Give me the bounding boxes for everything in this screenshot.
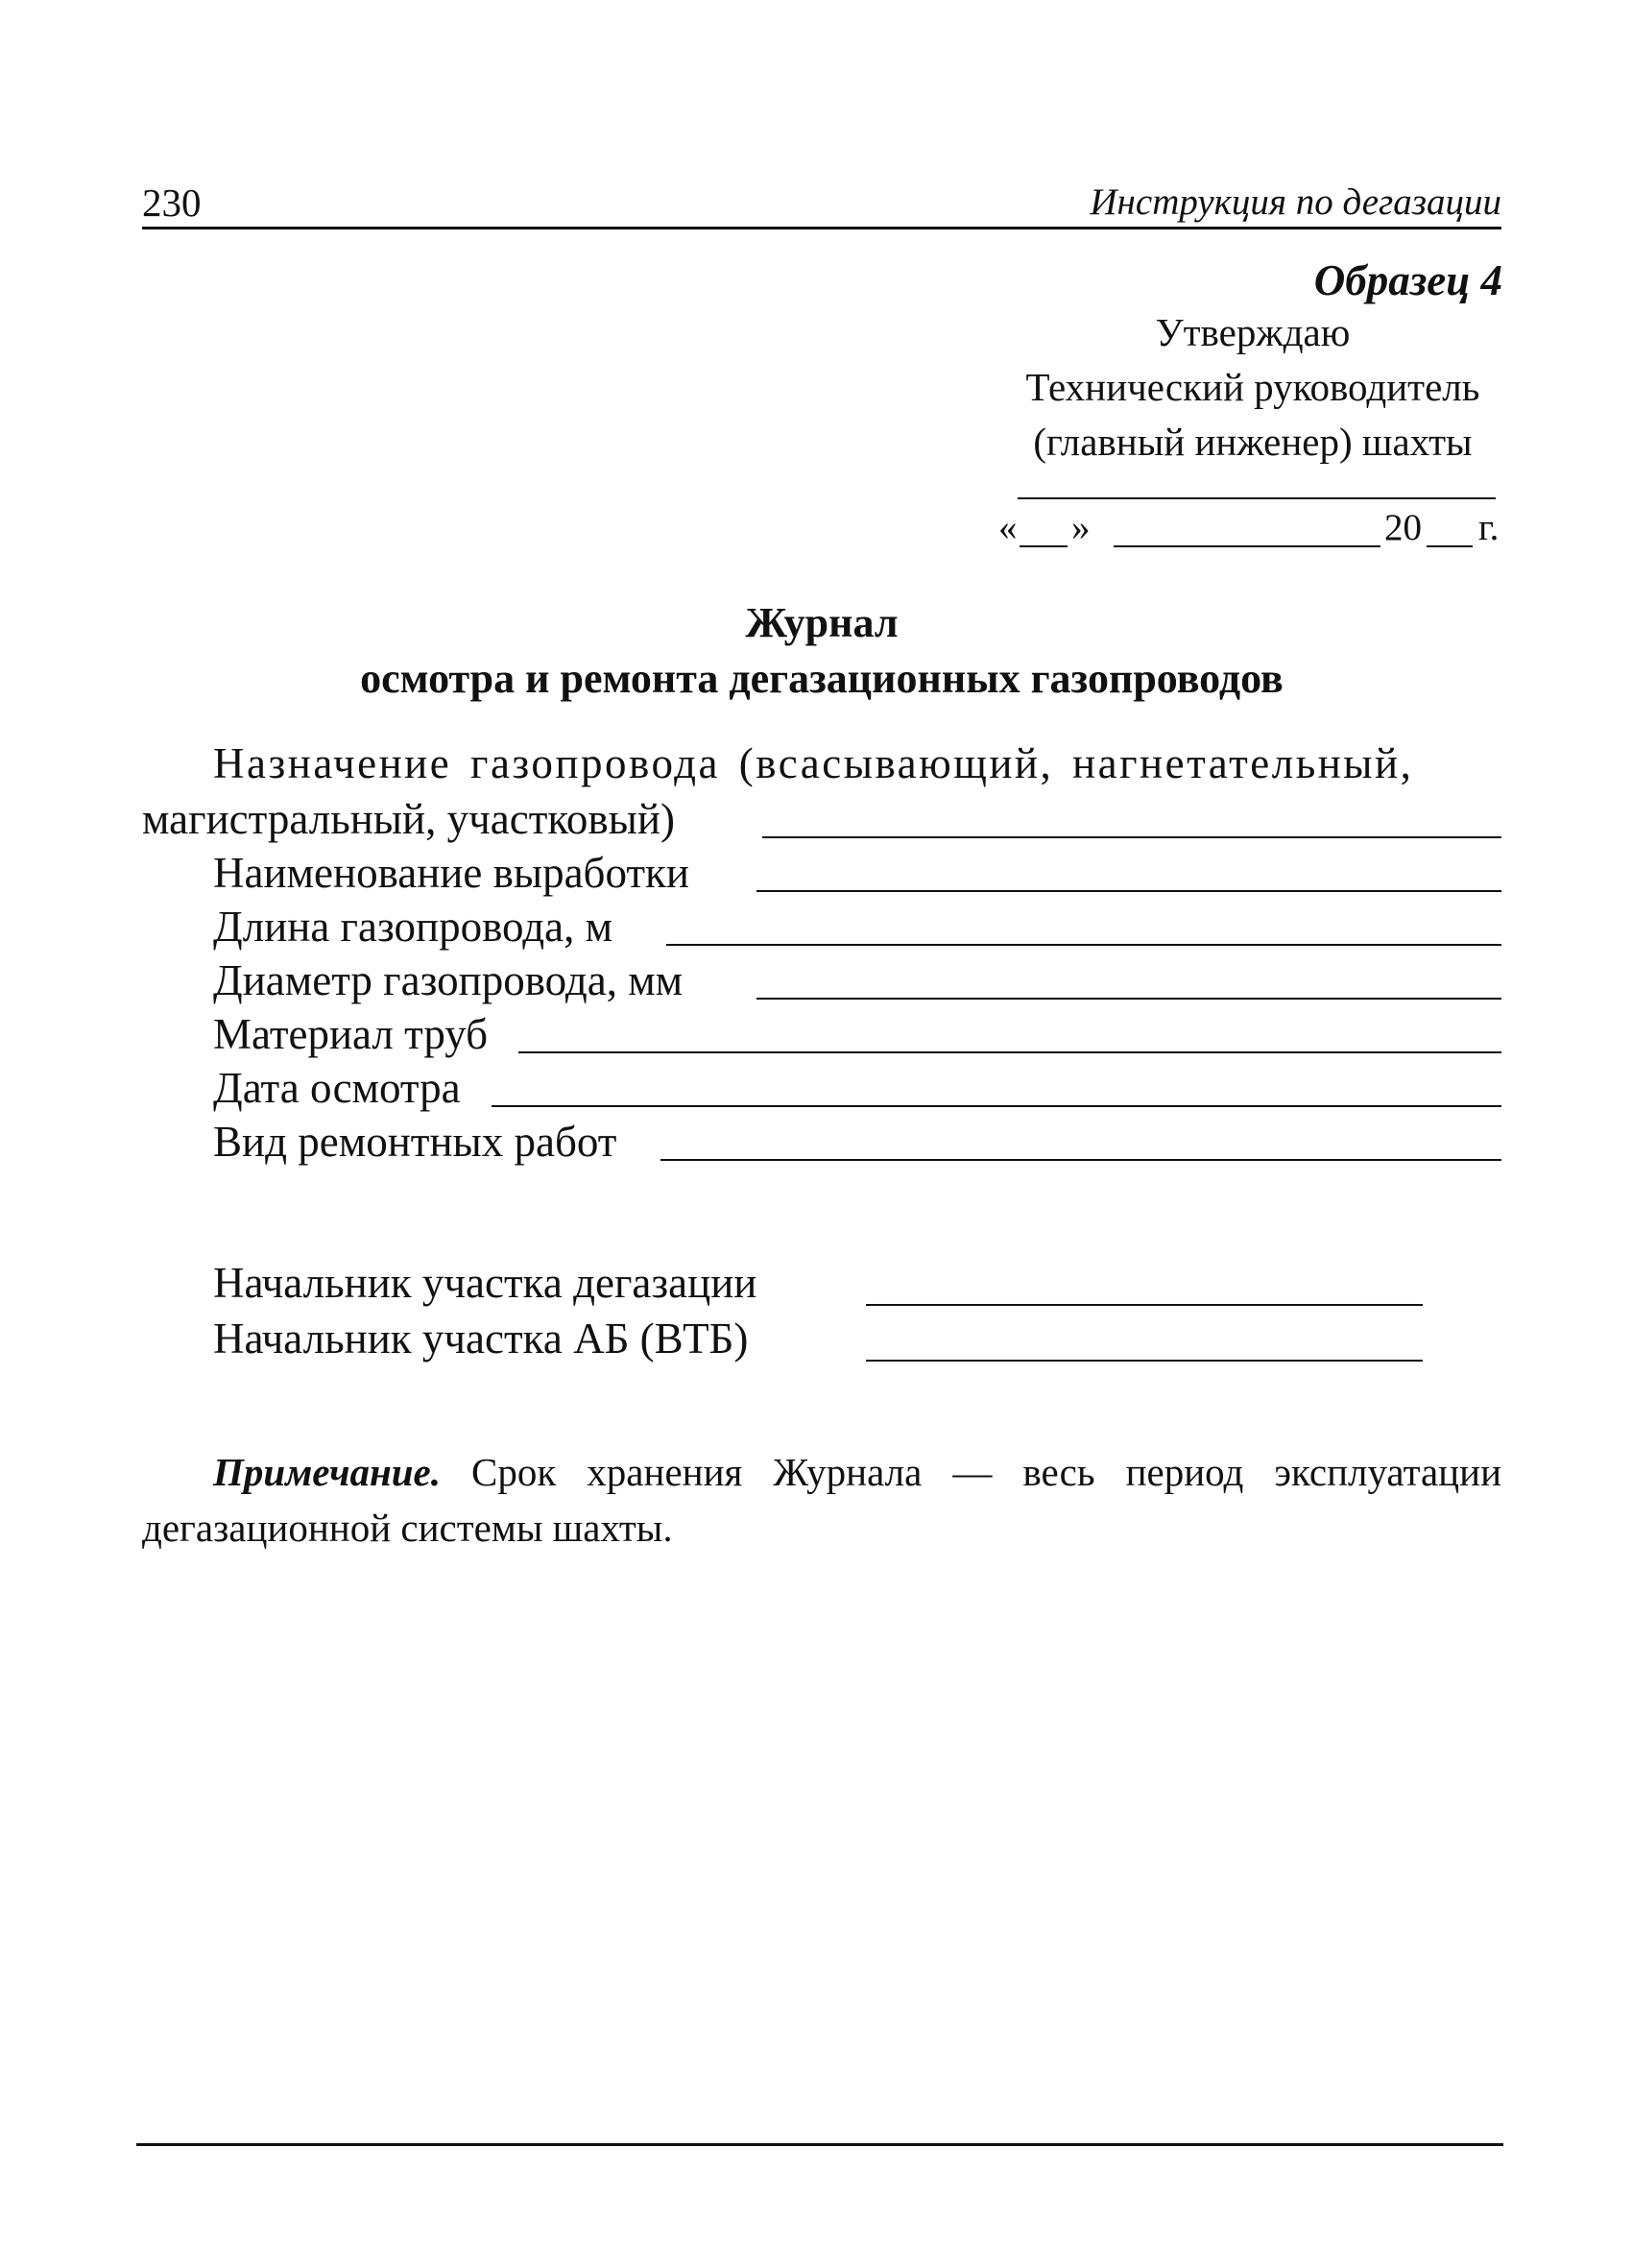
- signature-ab-chief: [213, 1310, 748, 1367]
- page-number: 230: [142, 181, 202, 225]
- bottom-rule: [136, 2143, 1503, 2146]
- field-repair-type: [142, 1114, 1501, 1170]
- field-blank-purpose[interactable]: [762, 836, 1501, 838]
- field-label: Диаметр газопровода, мм: [213, 956, 684, 1004]
- field-label: Длина газопровода, м: [213, 903, 613, 951]
- field-label: Дата осмотра: [213, 1064, 461, 1112]
- note-label: Примечание.: [213, 1450, 441, 1494]
- approval-date: [998, 499, 1517, 557]
- field-blank-material[interactable]: [518, 1051, 1501, 1053]
- signature-line-degassing-chief[interactable]: [866, 1304, 1423, 1306]
- field-blank-repair-type[interactable]: [660, 1159, 1501, 1161]
- note-text: Срок хранения Журнала — весь период эксплуатации дегазационной системы шахты.: [142, 1450, 1502, 1550]
- field-label: магистральный, участковый): [142, 795, 675, 843]
- year-blank[interactable]: [1427, 545, 1473, 547]
- signature-label: Начальник участка АБ (ВТБ): [213, 1315, 749, 1363]
- running-header: [142, 175, 1501, 230]
- running-title: Инструкция по дегазации: [1090, 181, 1501, 223]
- signature-line-ab-chief[interactable]: [866, 1360, 1423, 1362]
- field-blank-working-name[interactable]: [756, 890, 1501, 892]
- signature-label: Начальник участка дегазации: [213, 1259, 757, 1307]
- field-length: [142, 899, 1501, 954]
- title-line-2: осмотра и ремонта дегазационных газопроводов: [360, 655, 1284, 702]
- signature-degassing-chief: [213, 1254, 756, 1312]
- field-blank-inspection-date[interactable]: [492, 1105, 1501, 1107]
- field-label: Вид ремонтных работ: [213, 1118, 617, 1166]
- approve-heading: Утверждаю: [1155, 310, 1351, 354]
- field-blank-length[interactable]: [666, 944, 1501, 946]
- field-working-name: [142, 845, 1501, 901]
- title-line-1: Журнал: [745, 599, 899, 646]
- field-material: [142, 1006, 1501, 1062]
- approval-block: [994, 305, 1512, 470]
- date-open-quote: «: [998, 507, 1018, 548]
- header-rule: [142, 227, 1501, 229]
- month-blank[interactable]: [1114, 545, 1380, 547]
- field-blank-diameter[interactable]: [756, 998, 1501, 1000]
- field-inspection-date: [142, 1060, 1501, 1116]
- note-paragraph: [142, 1444, 1501, 1556]
- date-close-quote: »: [1071, 507, 1091, 548]
- field-label: Наименование выработки: [213, 849, 689, 897]
- sample-label: Образец 4: [1313, 256, 1502, 304]
- field-purpose: [142, 791, 1501, 847]
- year-suffix: г.: [1478, 507, 1500, 548]
- year-prefix: 20: [1384, 507, 1422, 548]
- field-label: Материал труб: [213, 1010, 489, 1058]
- purpose-intro: Назначение газопровода (всасывающий, нагнетательный,: [213, 739, 1414, 787]
- field-diameter: [142, 953, 1501, 1008]
- journal-title: [142, 595, 1501, 707]
- approver-position-line2: (главный инженер) шахты: [1033, 420, 1473, 464]
- day-blank[interactable]: [1020, 545, 1068, 547]
- approver-position-line1: Технический руководитель: [1025, 365, 1480, 409]
